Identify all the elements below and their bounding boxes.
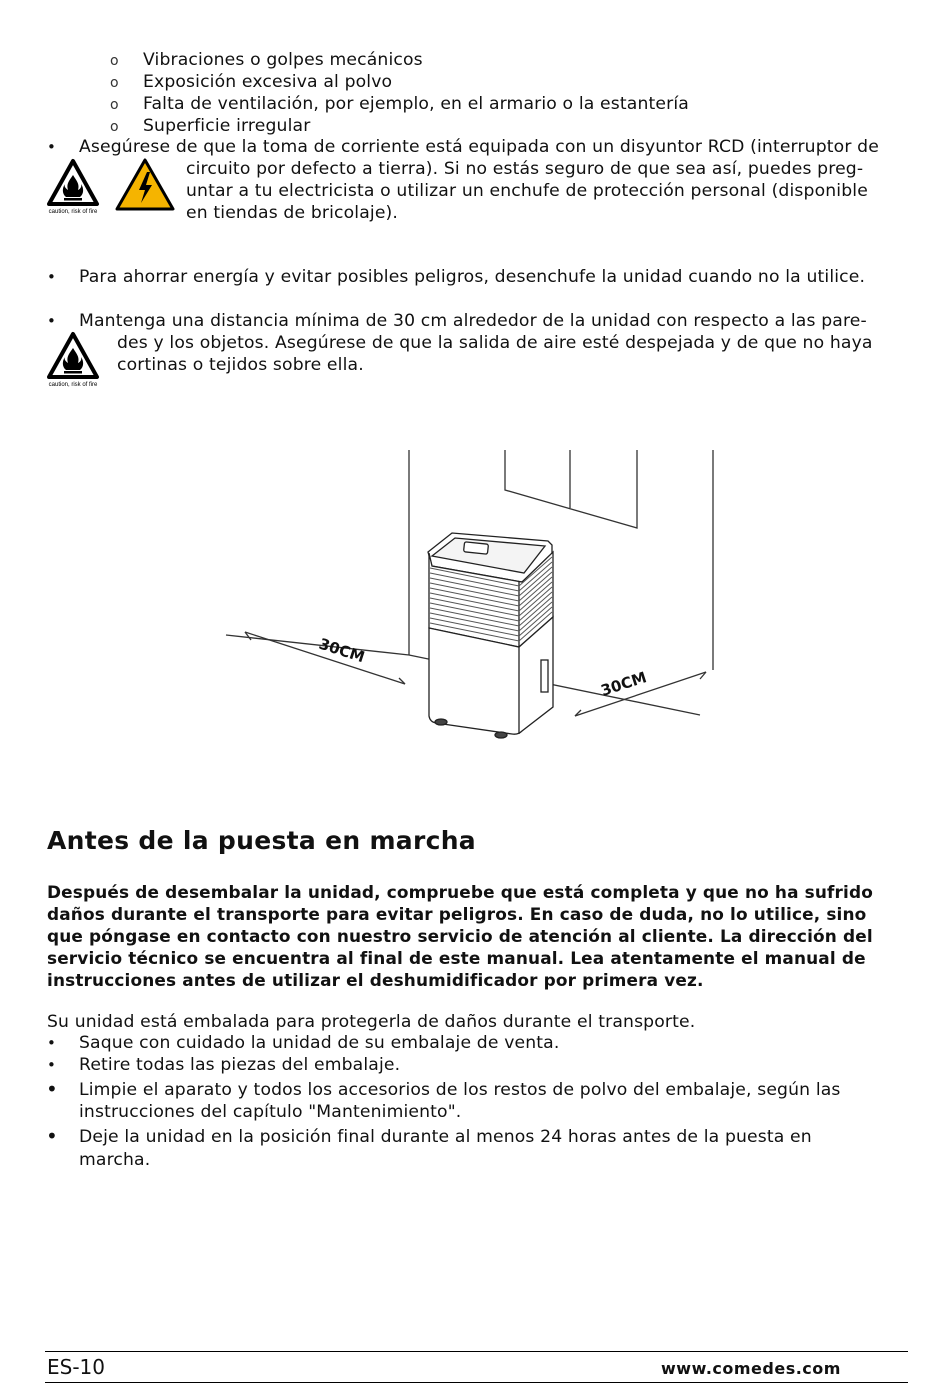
sub-item: Superficie irregular	[143, 116, 311, 136]
sub-marker: o	[110, 97, 119, 113]
electric-hazard-icon	[114, 157, 176, 213]
bold-line: instrucciones antes de utilizar el deshumidificador por primera vez.	[47, 970, 704, 990]
sub-marker: o	[110, 75, 119, 91]
bullet-marker: •	[47, 312, 56, 330]
leave-line: marcha.	[79, 1150, 151, 1170]
dimension-label-right: 30CM	[598, 668, 649, 700]
sub-item: Falta de ventilación, por ejemplo, en el armario o la estantería	[143, 94, 689, 114]
rcd-line: Asegúrese de que la toma de corriente está equipada con un disyuntor RCD (interruptor de	[79, 137, 879, 157]
fire-caption: caution, risk of fire	[48, 209, 98, 215]
sub-item: Vibraciones o golpes mecánicos	[143, 50, 423, 70]
dimension-label-left: 30CM	[316, 634, 367, 667]
bullet-marker: •	[47, 1034, 56, 1052]
leave-line: Deje la unidad en la posición final durante al menos 24 horas antes de la puesta en	[79, 1127, 812, 1147]
sub-marker: o	[110, 53, 119, 69]
rcd-line: en tiendas de bricolaje).	[186, 203, 399, 223]
bullet-marker: •	[46, 1077, 58, 1101]
footer-rule-bottom	[45, 1382, 908, 1383]
step-item: Saque con cuidado la unidad de su embalaje de venta.	[79, 1033, 560, 1053]
rcd-line: untar a tu electricista o utilizar un enchufe de protección personal (disponible	[186, 181, 868, 201]
bold-line: daños durante el transporte para evitar peligros. En caso de duda, no lo utilice, sino	[47, 904, 867, 924]
page-number: ES-10	[47, 1355, 105, 1379]
window-frame	[505, 450, 637, 528]
distance-line: Mantenga una distancia mínima de 30 cm alrededor de la unidad con respecto a las pare-	[79, 311, 867, 331]
fire-warning-icon	[45, 331, 101, 389]
sub-item: Exposición excesiva al polvo	[143, 72, 393, 92]
clean-line: instrucciones del capítulo "Mantenimiento".	[79, 1102, 462, 1122]
placement-diagram	[215, 445, 725, 745]
rcd-line: circuito por defecto a tierra). Si no estás seguro de que sea así, puedes preg-	[186, 159, 864, 179]
bold-line: servicio técnico se encuentra al final de este manual. Lea atentamente el manual de	[47, 948, 866, 968]
bullet-marker: •	[47, 1056, 56, 1074]
fire-warning-icon	[45, 158, 101, 216]
section-title: Antes de la puesta en marcha	[47, 826, 476, 855]
distance-line: cortinas o tejidos sobre ella.	[117, 355, 364, 375]
clean-line: Limpie el aparato y todos los accesorios de los restos de polvo del embalaje, según las	[79, 1080, 841, 1100]
bullet-marker: •	[47, 138, 56, 156]
bold-line: Después de desembalar la unidad, compruebe que está completa y que no ha sufrido	[47, 882, 873, 902]
footer-rule-top	[45, 1351, 908, 1352]
energy-line: Para ahorrar energía y evitar posibles peligros, desenchufe la unidad cuando no la utilice.	[79, 267, 866, 287]
bullet-marker: •	[47, 268, 56, 286]
website-link[interactable]: www.comedes.com	[661, 1359, 841, 1378]
intro-text: Su unidad está embalada para protegerla de daños durante el transporte.	[47, 1012, 696, 1032]
sub-marker: o	[110, 119, 119, 135]
distance-line: des y los objetos. Asegúrese de que la salida de aire esté despejada y de que no haya	[117, 333, 873, 353]
step-item: Retire todas las piezas del embalaje.	[79, 1055, 401, 1075]
bold-line: que póngase en contacto con nuestro servicio de atención al cliente. La dirección del	[47, 926, 873, 946]
fire-caption: caution, risk of fire	[48, 382, 98, 388]
bullet-marker: •	[46, 1124, 58, 1148]
